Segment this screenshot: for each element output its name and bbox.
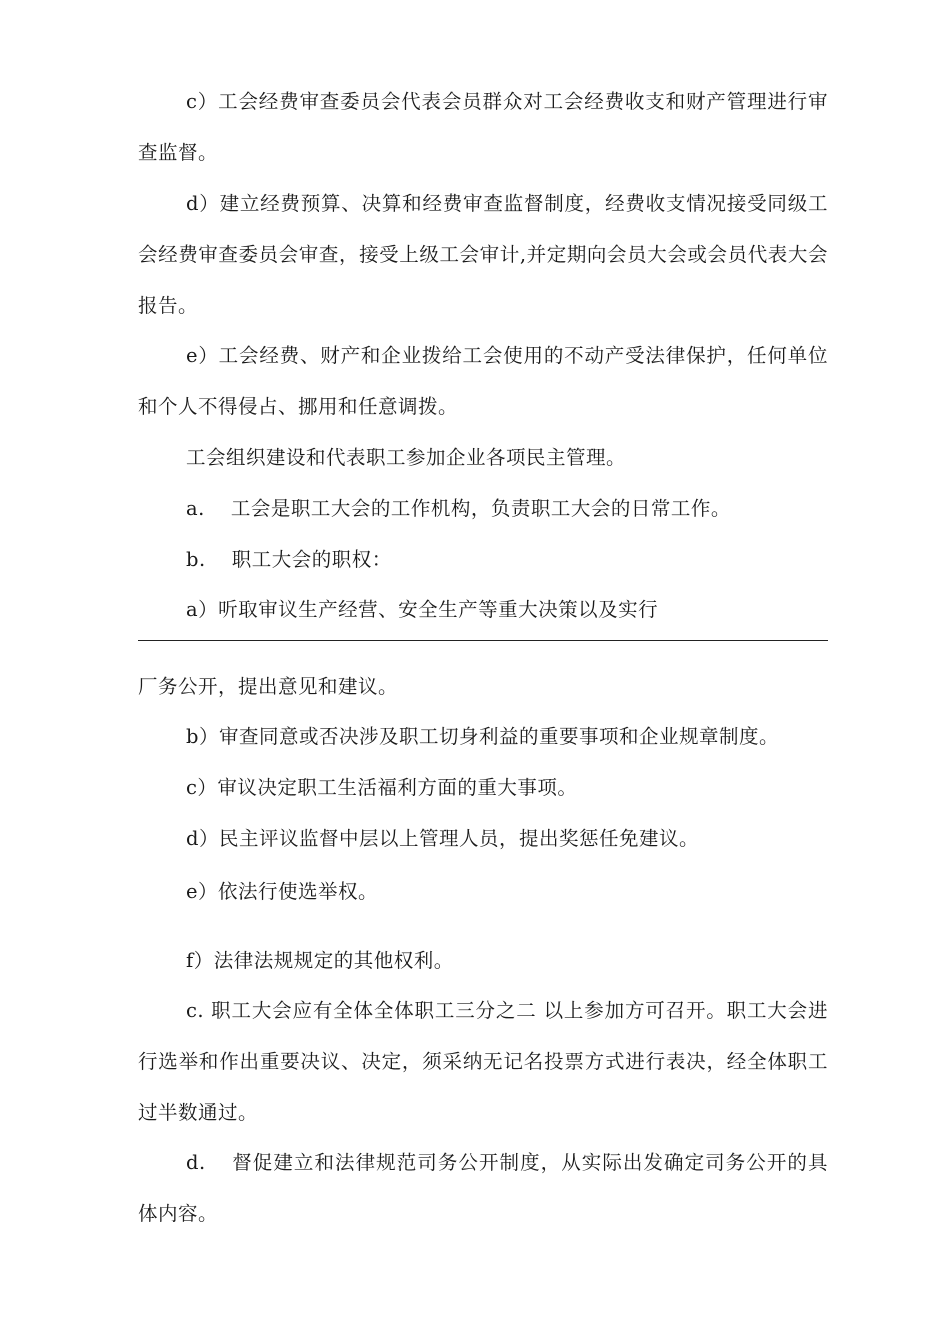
paragraph-e-property-protection: e）工会经费、财产和企业拨给工会使用的不动产受法律保护，任何单位和个人不得侵占、挪用和任意调拨。 xyxy=(138,344,828,418)
paragraph-union-organization: 工会组织建设和代表职工参加企业各项民主管理。 xyxy=(186,446,627,469)
paragraph-a-hear-review: a）听取审议生产经营、安全生产等重大决策以及实行 xyxy=(186,598,659,621)
paragraph-c-quorum: c. 职工大会应有全体全体职工三分之二 以上参加方可召开。职工大会进行选举和作出重要决议、决定，须采纳无记名投票方式进行表决，经全体职工过半数通过。 xyxy=(138,999,828,1124)
horizontal-divider xyxy=(138,640,828,641)
paragraph-d-evaluate: d）民主评议监督中层以上管理人员，提出奖惩任免建议。 xyxy=(186,827,699,850)
paragraph-a-working-body xyxy=(138,483,828,534)
paragraph-e-election: e）依法行使选举权。 xyxy=(186,880,379,903)
paragraph-c-welfare: c）审议决定职工生活福利方面的重大事项。 xyxy=(186,776,578,799)
paragraph-d-disclosure-system xyxy=(138,1137,828,1239)
paragraph-text: 督促建立和法律规范司务公开制度，从实际出发确定司务公开的具体内容。 xyxy=(138,1151,828,1225)
paragraph-text: 工会是职工大会的工作机构，负责职工大会的日常工作。 xyxy=(230,497,731,520)
paragraph-f-other-rights: f）法律法规规定的其他权利。 xyxy=(186,949,454,972)
list-marker: d. xyxy=(186,1151,206,1174)
list-marker: a. xyxy=(186,497,205,520)
paragraph-c-fund-review: c）工会经费审查委员会代表会员群众对工会经费收支和财产管理进行审查监督。 xyxy=(138,90,828,164)
paragraph-d-budget-system: d）建立经费预算、决算和经费审查监督制度，经费收支情况接受同级工会经费审查委员会审查，接受上级工会审计,并定期向会员大会或会员代表大会报告。 xyxy=(138,192,828,317)
paragraph-continued-disclosure: 厂务公开，提出意见和建议。 xyxy=(138,675,399,698)
paragraph-text: 职工大会的职权： xyxy=(231,548,392,571)
paragraph-b-approve: b）审查同意或否决涉及职工切身利益的重要事项和企业规章制度。 xyxy=(186,725,779,748)
paragraph-b-powers xyxy=(138,534,828,585)
list-marker: b. xyxy=(186,548,206,571)
